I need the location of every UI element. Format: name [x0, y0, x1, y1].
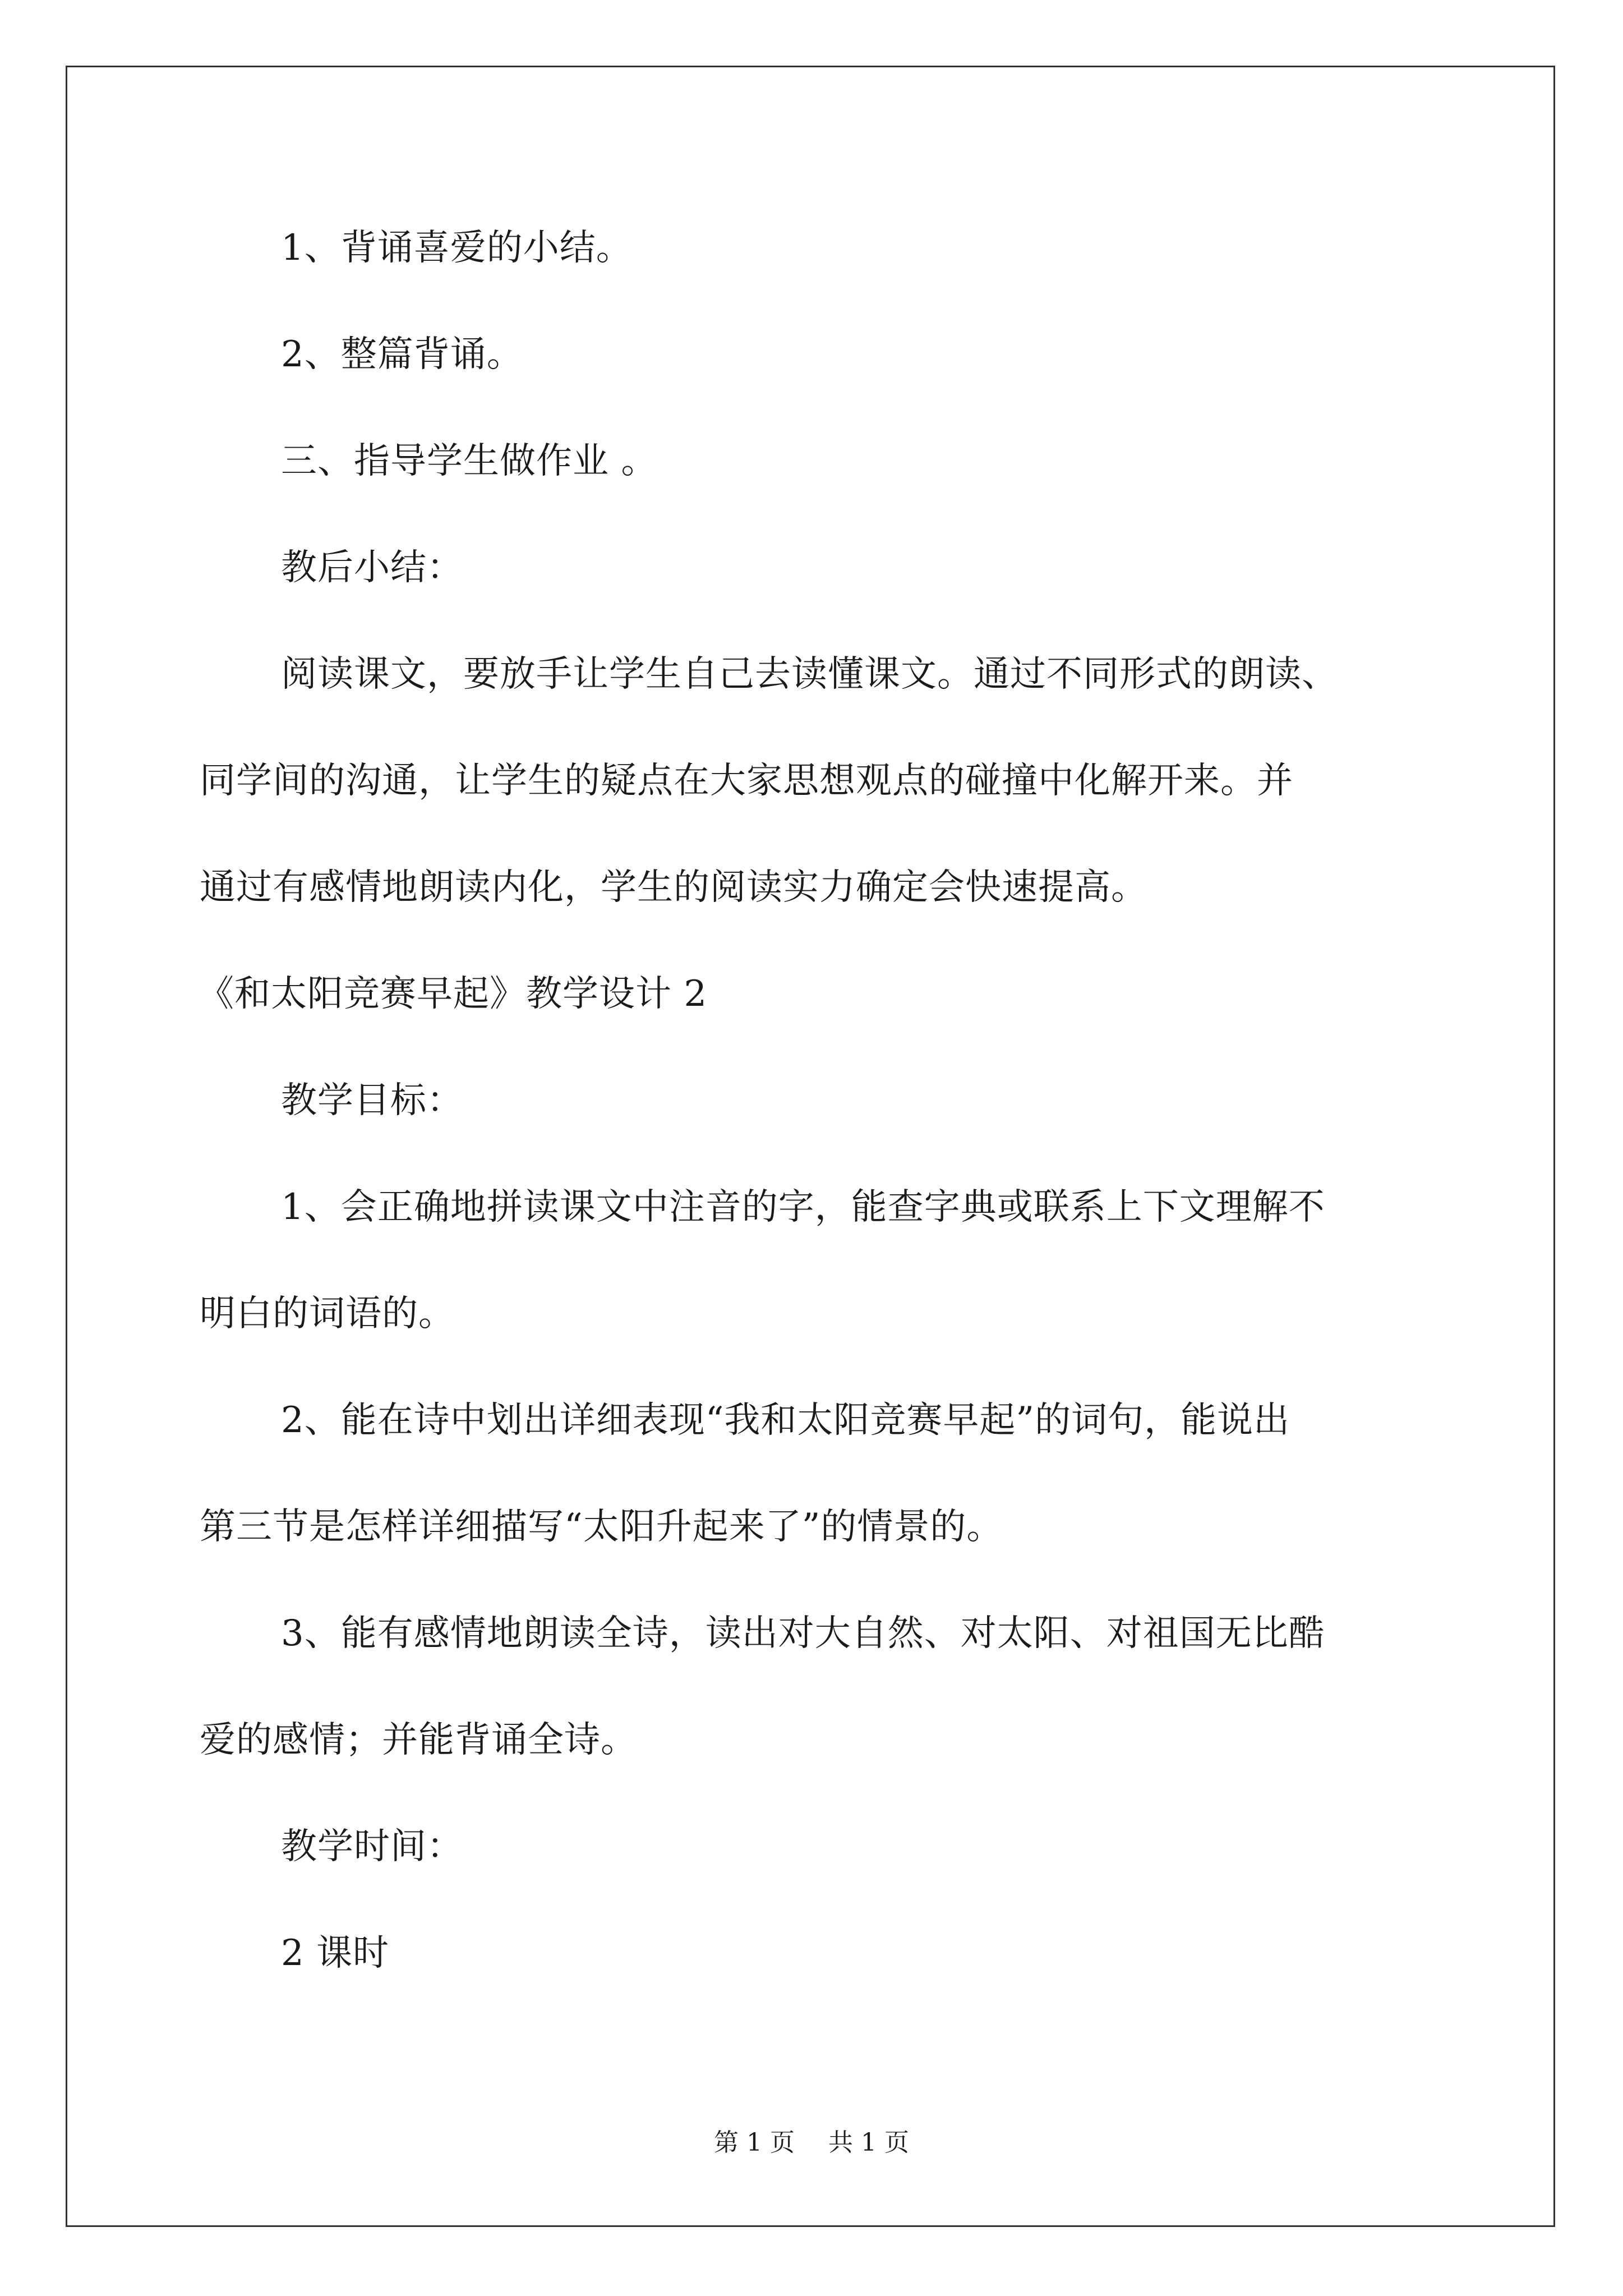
- summary-paragraph-line-2: 同学间的沟通，让学生的疑点在大家思想观点的碰撞中化解开来。并: [200, 760, 1293, 802]
- summary-heading: 教后小结：: [281, 547, 463, 588]
- objective-3-line-1: 3、能有感情地朗读全诗，读出对大自然、对太阳、对祖国无比酷: [281, 1613, 1325, 1654]
- recite-favorite-line: 1、背诵喜爱的小结。: [281, 227, 633, 269]
- objective-1-line-2: 明白的词语的。: [200, 1293, 455, 1335]
- objective-3-line-2: 爱的感情；并能背诵全诗。: [200, 1719, 637, 1761]
- page-total: 共 1 页: [828, 2128, 909, 2157]
- objectives-heading: 教学目标：: [281, 1080, 463, 1121]
- objective-1-line-1: 1、会正确地拼读课文中注音的字，能查字典或联系上下文理解不: [281, 1186, 1325, 1228]
- page-footer: [0, 2128, 1623, 2157]
- objective-2-line-2: 第三节是怎样详细描写“太阳升起来了”的情景的。: [200, 1506, 1003, 1548]
- homework-heading: 三、指导学生做作业 。: [281, 440, 658, 482]
- section-title: 《和太阳竞赛早起》教学设计 2: [198, 973, 708, 1015]
- time-value: 2 课时: [281, 1932, 390, 1974]
- summary-paragraph-line-1: 阅读课文，要放手让学生自己去读懂课文。通过不同形式的朗读、: [281, 654, 1338, 695]
- time-heading: 教学时间：: [281, 1826, 463, 1867]
- objective-2-line-1: 2、能在诗中划出详细表现“我和太阳竞赛早起”的词句，能说出: [281, 1400, 1290, 1441]
- summary-paragraph-line-3: 通过有感情地朗读内化，学生的阅读实力确定会快速提高。: [200, 867, 1147, 908]
- recite-whole-line: 2、整篇背诵。: [281, 334, 523, 375]
- page-border: [66, 66, 1555, 2227]
- page-number: 第 1 页: [714, 2128, 795, 2157]
